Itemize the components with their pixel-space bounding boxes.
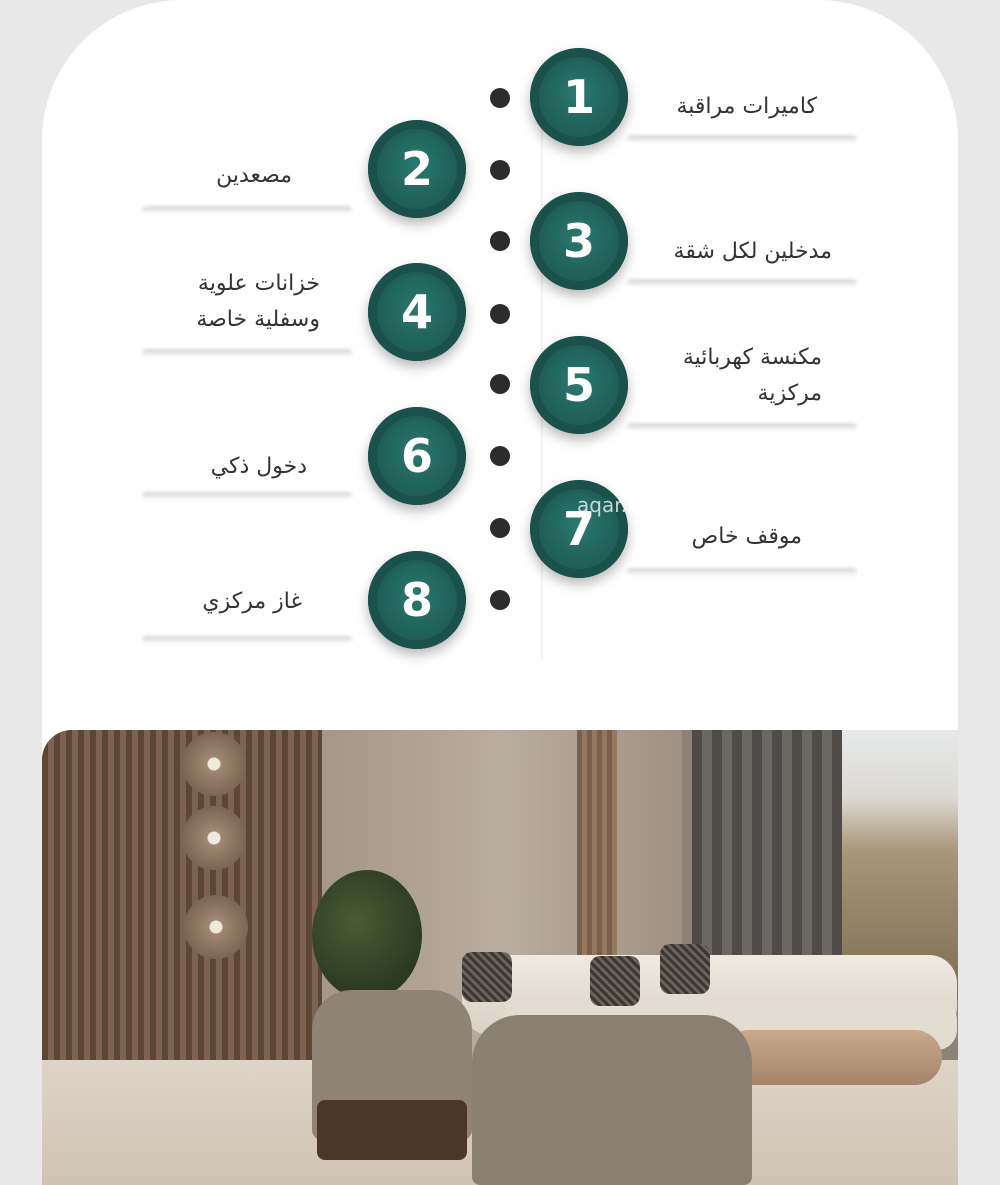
feature-number-2: 2 xyxy=(381,133,453,205)
photo-armchair-1 xyxy=(312,990,472,1140)
feature-badge-3 xyxy=(530,192,628,290)
feature-number-1: 1 xyxy=(543,61,615,133)
photo-wall-decor-2 xyxy=(182,806,246,870)
feature-number-6: 6 xyxy=(381,420,453,492)
feature-number-4: 4 xyxy=(381,276,453,348)
feature-badge-6 xyxy=(368,407,466,505)
timeline-dot-5 xyxy=(490,374,510,394)
timeline-dot-3 xyxy=(490,231,510,251)
photo-plant xyxy=(312,870,422,1000)
photo-pillow-2 xyxy=(590,956,640,1006)
timeline-dot-6 xyxy=(490,446,510,466)
feature-label-3: مدخلين لكل شقة xyxy=(673,239,832,264)
label-underline-4 xyxy=(142,349,352,357)
feature-label-4: خزانات علوية وسفلية خاصة xyxy=(196,271,320,332)
photo-coffee-table xyxy=(722,1030,942,1085)
label-underline-3 xyxy=(627,279,857,287)
feature-label-1: كاميرات مراقبة xyxy=(676,94,817,119)
watermark: aqar.fm xyxy=(577,493,654,517)
timeline-dot-7 xyxy=(490,518,510,538)
label-underline-8 xyxy=(142,636,352,644)
feature-badge-8 xyxy=(368,551,466,649)
feature-label-7: موقف خاص xyxy=(691,524,802,549)
photo-armchair-2 xyxy=(472,1015,752,1185)
feature-badge-1 xyxy=(530,48,628,146)
feature-badge-4 xyxy=(368,263,466,361)
feature-label-5: مكنسة كهربائية مركزية xyxy=(682,345,822,406)
timeline-dot-2 xyxy=(490,160,510,180)
label-underline-7 xyxy=(627,568,857,576)
feature-number-3: 3 xyxy=(543,205,615,277)
photo-curtain xyxy=(692,730,842,970)
feature-label-2: مصعدين xyxy=(216,163,292,188)
photo-pillow-3 xyxy=(660,944,710,994)
label-underline-6 xyxy=(142,492,352,500)
timeline-dot-1 xyxy=(490,88,510,108)
photo-wood-panel xyxy=(577,730,617,970)
feature-badge-2 xyxy=(368,120,466,218)
features-card xyxy=(42,0,958,1185)
label-underline-5 xyxy=(627,423,857,431)
living-room-photo xyxy=(42,730,958,1185)
photo-pillow-1 xyxy=(462,952,512,1002)
photo-wall-decor-1 xyxy=(182,732,246,796)
photo-armchair-base xyxy=(317,1100,467,1160)
timeline-dot-8 xyxy=(490,590,510,610)
feature-number-7: 7 xyxy=(543,493,615,565)
label-underline-1 xyxy=(627,135,857,143)
timeline-dot-4 xyxy=(490,304,510,324)
photo-wall-decor-3 xyxy=(184,895,248,959)
feature-label-6: دخول ذكي xyxy=(210,454,307,479)
feature-number-5: 5 xyxy=(543,349,615,421)
label-underline-2 xyxy=(142,206,352,214)
feature-number-8: 8 xyxy=(381,564,453,636)
feature-badge-5 xyxy=(530,336,628,434)
feature-label-8: غاز مركزي xyxy=(202,589,302,614)
